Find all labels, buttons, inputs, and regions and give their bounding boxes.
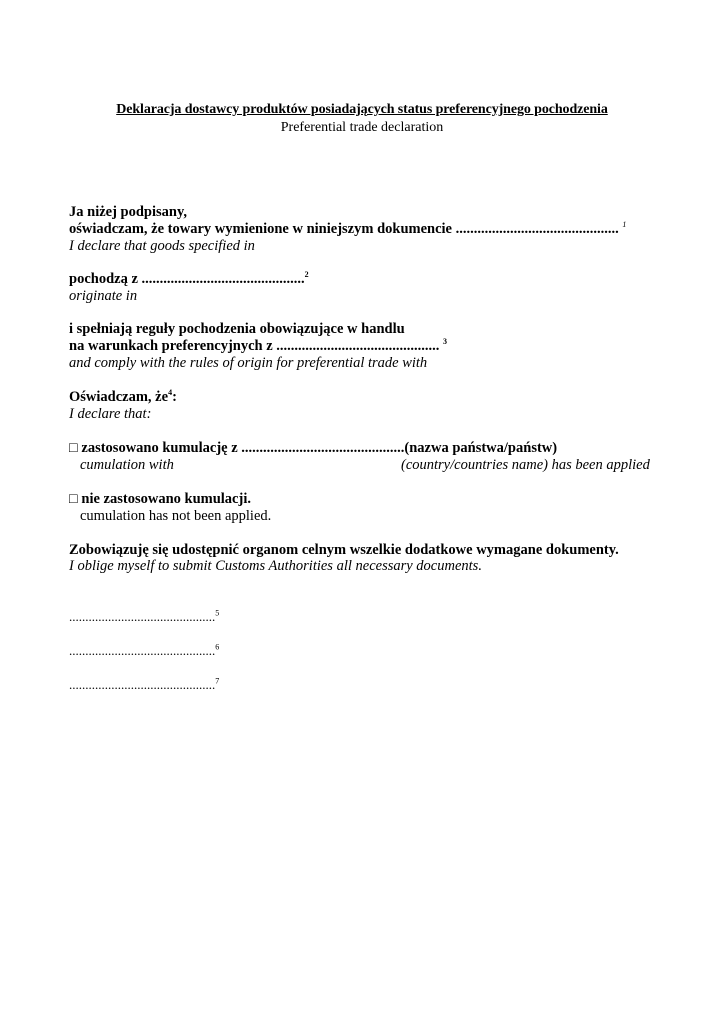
cumulation-not-applied-label: nie zastosowano kumulacji. [81,491,251,507]
goods-declaration-text: oświadczam, że towary wymienione w niniejszym dokumencie ............................................. [69,221,619,237]
signature-dots: ............................................. [69,677,216,692]
footnote-ref-6: 6 [215,642,220,652]
declare-that-en: I declare that: [69,406,152,422]
declarant-intro: Ja niżej podpisany, [69,204,188,220]
obligation-statement: Zobowiązuję się udostępnić organom celnym wszelkie dodatkowe wymagane dokumenty. [69,542,619,558]
rules-line-2 [69,338,447,355]
signature-line-5 [69,609,219,625]
footnote-ref-2: 2 [304,270,309,280]
obligation-statement-en: I oblige myself to submit Customs Authorities all necessary documents. [69,558,482,574]
footnote-ref-3: 3 [443,337,448,347]
document-title: Deklaracja dostawcy produktów posiadających status preferencyjnego pochodzenia [116,102,608,117]
checkbox-icon[interactable]: □ [69,491,78,507]
rules-en: and comply with the rules of origin for preferential trade with [69,355,428,371]
declare-that-text: Oświadczam, że [69,389,169,405]
origin-en: originate in [69,288,138,304]
declare-that-line [69,389,177,406]
declare-that-colon: : [172,389,177,405]
cumulation-applied-option [69,440,557,457]
origin-text: pochodzą z ............................................. [69,271,305,287]
signature-line-6 [69,643,219,659]
checkbox-icon[interactable]: □ [69,440,78,456]
footnote-ref-7: 7 [215,676,220,686]
footnote-ref-1: 1 [622,220,627,230]
signature-dots: ............................................. [69,609,216,624]
signature-line-7 [69,677,219,693]
signature-dots: ............................................. [69,643,216,658]
document-subtitle: Preferential trade declaration [280,120,444,135]
rules-line-1: i spełniają reguły pochodzenia obowiązujące w handlu [69,321,405,337]
cumulation-not-applied-option [69,491,251,508]
origin-line [69,271,309,288]
cumulation-applied-en-left: cumulation with [80,457,174,473]
cumulation-applied-en-right: (country/countries name) has been applied [401,457,650,473]
rules-line-2-text: na warunkach preferencyjnych z ............................................. [69,338,440,354]
footnote-ref-4: 4 [168,388,173,398]
cumulation-not-applied-en: cumulation has not been applied. [80,508,272,524]
footnote-ref-5: 5 [215,608,220,618]
cumulation-applied-label: zastosowano kumulację z .............................................(nazwa państwa/państw) [81,440,558,456]
goods-declaration-line [69,221,626,238]
goods-declaration-en: I declare that goods specified in [69,238,255,254]
